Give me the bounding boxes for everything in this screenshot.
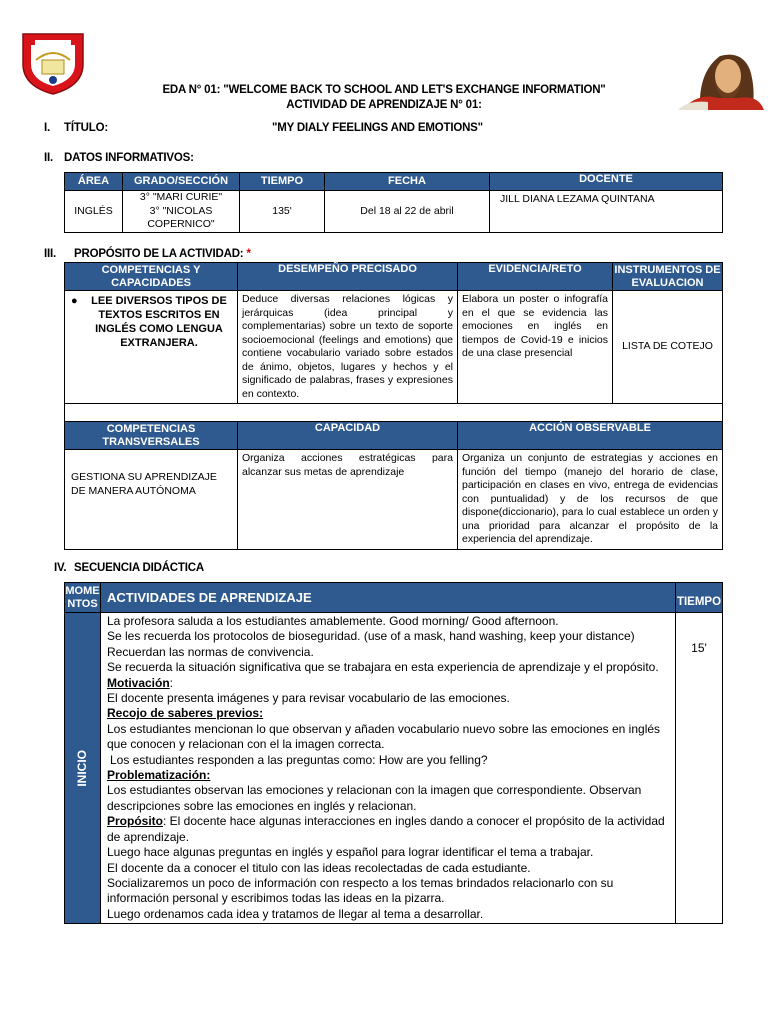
required-asterisk: * <box>246 248 251 260</box>
activity-line: Se recuerda la situación significativa que se trabajara en esta experiencia de aprendizaje y el propósito. <box>107 660 659 675</box>
col-header-docente: DOCENTE <box>490 173 723 191</box>
section-1-number: I. <box>44 122 50 134</box>
eda-title: EDA N° 01: "WELCOME BACK TO SCHOOL AND LET'S EXCHANGE INFORMATION" <box>162 84 606 96</box>
grado-line-1: 3° "MARI CURIE" <box>139 191 223 203</box>
activity-line: El docente da a conocer el titulo con las ideas recolectadas de cada estudiante. <box>107 860 531 875</box>
saberes-text-2: Los estudiantes responden a las preguntas como: How are you felling? <box>110 752 488 767</box>
docente-value: JILL DIANA LEZAMA QUINTANA <box>490 191 723 233</box>
bullet-icon: ● <box>71 295 78 307</box>
col-header-tiempo: TIEMPO <box>240 173 325 191</box>
proposito-paragraph: Propósito: El docente hace algunas interacciones en ingles dando a conocer el propósito de la actividad de aprendizaje. <box>107 814 665 844</box>
activity-number: ACTIVIDAD DE APRENDIZAJE N° 01: <box>286 99 482 111</box>
transversal-text: GESTIONA SU APRENDIZAJE DE MANERA AUTÓNOMA <box>65 450 238 550</box>
informative-data-table <box>64 172 723 233</box>
capacidad-text: Organiza acciones estratégicas para alcanzar sus metas de aprendizaje <box>238 450 458 550</box>
purpose-table <box>64 262 723 550</box>
competencia-cell <box>65 291 238 404</box>
spacer-row <box>65 404 723 422</box>
instrumento-text: LISTA DE COTEJO <box>613 291 723 404</box>
grado-line-2: 3° "NICOLAS COPERNICO" <box>147 204 215 230</box>
moment-inicio: INICIO <box>65 613 101 924</box>
activity-line: Luego ordenamos cada idea y tratamos de llegar al tema a desarrollar. <box>107 906 484 921</box>
motivacion-text: El docente presenta imágenes y para revisar vocabulario de las emociones. <box>107 691 510 706</box>
activity-line: Socializaremos un poco de información con respecto a los temas brindados relacionarlo con su información personal y escribimos todas las ideas en la pizarra. <box>107 875 614 906</box>
col-header-evidencia: EVIDENCIA/RETO <box>458 263 613 291</box>
section-3-number: III. <box>44 248 56 260</box>
col-header-momentos: MOMENTOS <box>65 583 101 613</box>
col-header-tiempo-seq: TIEMPO <box>676 583 723 613</box>
section-3-label <box>74 248 251 260</box>
activity-line: Se les recuerda los protocolos de bioseguridad. (use of a mask, hand washing, keep your distance) <box>107 629 635 644</box>
col-header-grado: GRADO/SECCIÓN <box>123 173 240 191</box>
motivacion-heading: Motivación: <box>107 675 174 690</box>
activity-line: Recuerdan las normas de convivencia. <box>107 644 314 659</box>
competencia-text: LEE DIVERSOS TIPOS DE TEXTOS ESCRITOS EN INGLÉS COMO LENGUA EXTRANJERA. <box>91 295 227 349</box>
col-header-area: ÁREA <box>65 173 123 191</box>
saberes-text-1: Los estudiantes mencionan lo que observan y añaden vocabulario nuevo sobre las emociones en inglés que conocen y relacionan con el la imagen correcta. <box>107 721 661 752</box>
activity-line: La profesora saluda a los estudiantes amablemente. Good morning/ Good afternoon. <box>107 614 559 628</box>
col-header-capacidad: CAPACIDAD <box>238 422 458 450</box>
section-4-number: IV. <box>54 562 67 574</box>
saberes-heading: Recojo de saberes previos: <box>107 706 264 721</box>
section-1-label: TÍTULO: <box>64 122 108 134</box>
activities-cell <box>101 613 676 924</box>
activity-line: Luego hace algunas preguntas en inglés y español para lograr identificar el tema a trabajar. <box>107 845 594 860</box>
grado-value <box>123 191 240 233</box>
section-3-label-text: PROPÓSITO DE LA ACTIVIDAD: <box>74 248 244 260</box>
didactic-sequence-table <box>64 582 723 924</box>
col-header-fecha: FECHA <box>325 173 490 191</box>
tiempo-value: 135' <box>240 191 325 233</box>
tiempo-inicio: 15' <box>676 613 723 924</box>
col-header-competencias: COMPETENCIAS Y CAPACIDADES <box>65 263 238 291</box>
problematizacion-heading: Problematización: <box>107 768 211 783</box>
fecha-value: Del 18 al 22 de abril <box>325 191 490 233</box>
desempeno-text: Deduce diversas relaciones lógicas y jerárquicas (idea principal y complementarias) sobre un texto de soporte socioemocional (feelings and emotions) que contiene vocabulario variado sobre estados de ánimo, objetos, lugares y hechos y el significado de palabras, frases y expresiones en contexto. <box>238 291 458 404</box>
section-4-label: SECUENCIA DIDÁCTICA <box>74 562 204 574</box>
section-2-number: II. <box>44 152 53 164</box>
col-header-accion: ACCIÓN OBSERVABLE <box>458 422 723 450</box>
col-header-actividades: ACTIVIDADES DE APRENDIZAJE <box>101 583 676 613</box>
section-2-label: DATOS INFORMATIVOS: <box>64 152 194 164</box>
accion-text: Organiza un conjunto de estrategias y acciones en función del tiempo (manejo del horario de clase, participación en clases en vivo, entrega de evidencias con puntualidad) y de los recursos de que dispone(diccionario), para lo cual establece un orden y una prioridad para alcanzar el propósito de la experiencia del aprendizaje. <box>458 450 723 550</box>
activity-title: "MY DIALY FEELINGS AND EMOTIONS" <box>272 122 483 134</box>
area-value: INGLÉS <box>65 191 123 233</box>
problematizacion-text: Los estudiantes observan las emociones y relacionan con la imagen que correspondiente. Observan descripciones sobre las emociones en inglés y relacionan. <box>107 783 642 813</box>
col-header-transversales: COMPETENCIAS TRANSVERSALES <box>65 422 238 450</box>
col-header-desempeno: DESEMPEÑO PRECISADO <box>238 263 458 291</box>
evidencia-text: Elabora un poster o infografía en el que se evidencia las emociones en inglés en tiempos de Covid-19 e inicios de una clase presencial <box>458 291 613 404</box>
col-header-instrumentos: INSTRUMENTOS DE EVALUACION <box>614 263 721 289</box>
